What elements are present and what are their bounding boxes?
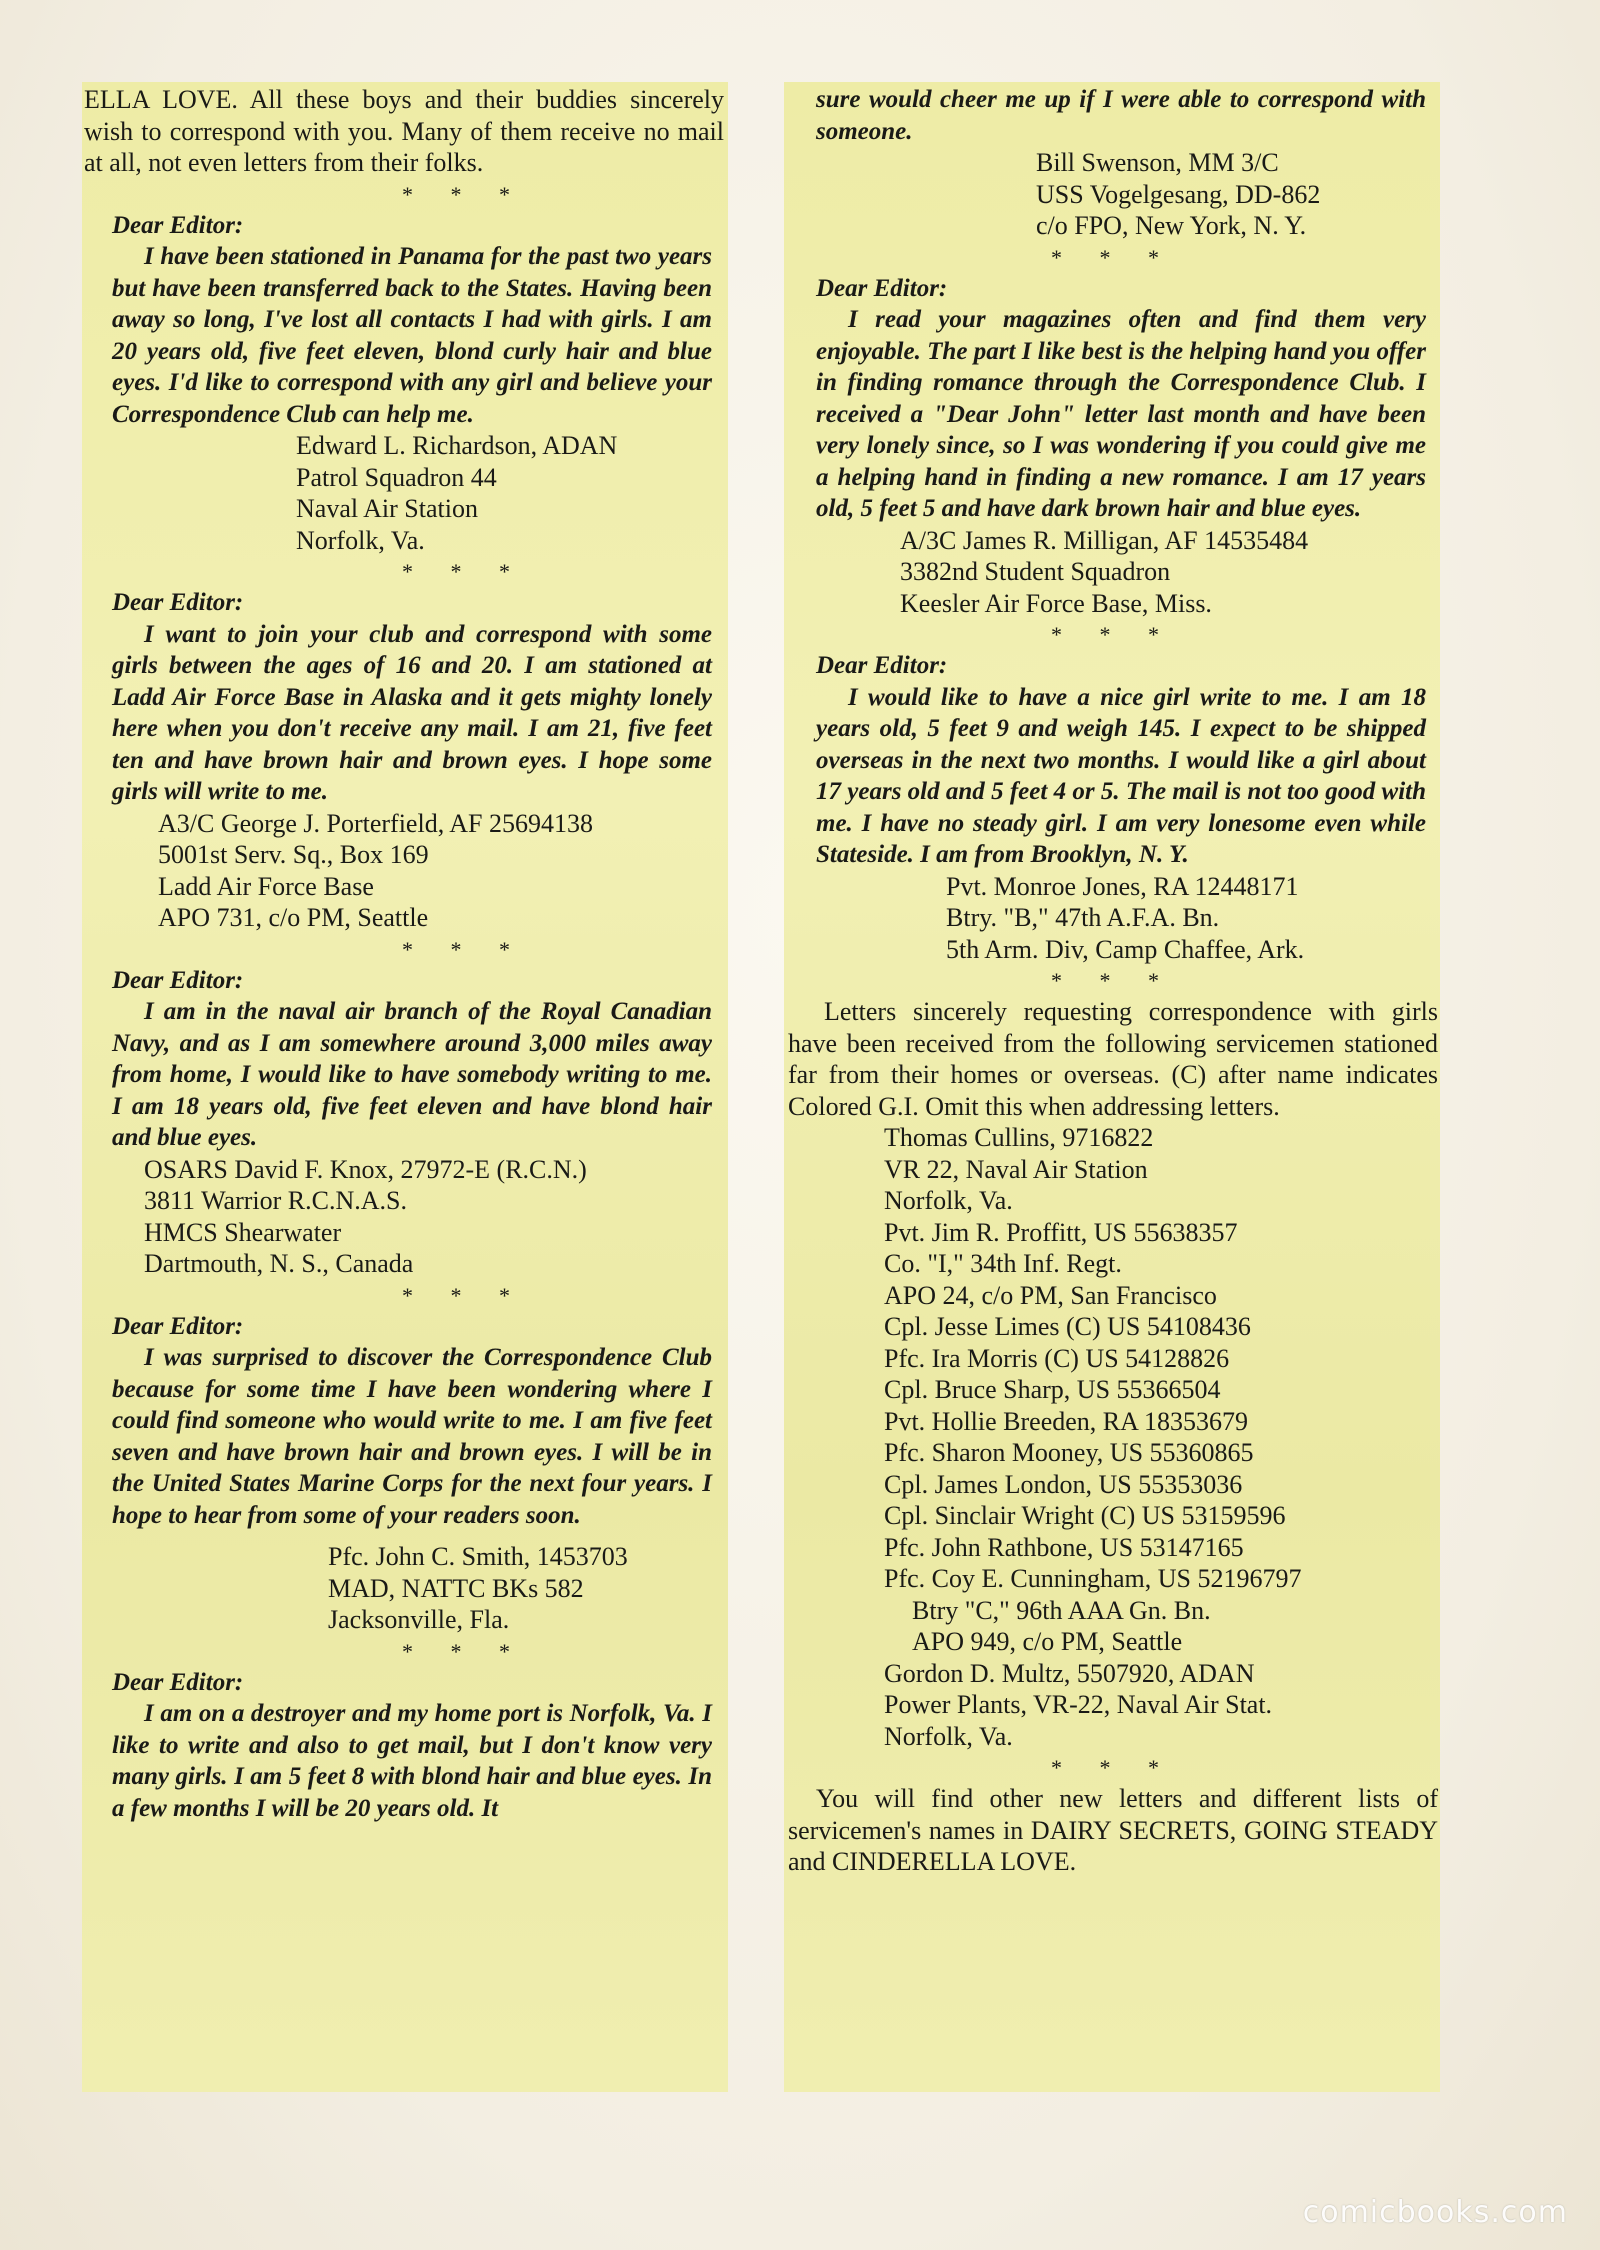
list-item: VR 22, Naval Air Station: [884, 1154, 1148, 1184]
address-line: MAD, NATTC BKs 582: [328, 1573, 584, 1603]
list-item: Pvt. Jim R. Proffitt, US 55638357: [884, 1217, 1238, 1247]
list-item: Pvt. Hollie Breeden, RA 18353679: [884, 1406, 1248, 1436]
list-item: Power Plants, VR-22, Naval Air Stat.: [884, 1690, 1273, 1719]
letter-salutation: Dear Editor:: [816, 274, 948, 302]
section-divider: * * *: [402, 936, 526, 962]
letter-signature: [328, 1541, 724, 1636]
address-line: Btry. "B," 47th A.F.A. Bn.: [946, 903, 1220, 932]
address-line: HMCS Shearwater: [144, 1217, 342, 1247]
list-item: Pfc. Ira Morris (C) US 54128826: [884, 1343, 1230, 1373]
address-line: 5001st Serv. Sq., Box 169: [158, 840, 429, 869]
list-item: Btry "C," 96th AAA Gn. Bn.: [912, 1595, 1211, 1625]
list-item: Cpl. Sinclair Wright (C) US 53159596: [884, 1501, 1286, 1530]
letter-salutation: Dear Editor:: [112, 1668, 244, 1696]
address-line: Norfolk, Va.: [296, 525, 425, 555]
section-divider: * * *: [402, 559, 526, 584]
letter-salutation: Dear Editor:: [112, 1312, 244, 1340]
list-item: Norfolk, Va.: [884, 1186, 1013, 1215]
address-line: APO 731, c/o PM, Seattle: [158, 903, 429, 932]
address-line: Keesler Air Force Base, Miss.: [900, 588, 1212, 618]
letter-salutation: Dear Editor:: [112, 589, 244, 616]
address-line: Dartmouth, N. S., Canada: [144, 1249, 414, 1278]
letter-signature: [296, 430, 724, 556]
address-line: Pvt. Monroe Jones, RA 12448171: [946, 871, 1299, 901]
address-line: Pfc. John C. Smith, 1453703: [328, 1542, 628, 1571]
address-line: c/o FPO, New York, N. Y.: [1036, 211, 1307, 240]
letter-signature: [1036, 147, 1438, 242]
letter-signature: [144, 1154, 724, 1280]
list-item: APO 949, c/o PM, Seattle: [912, 1627, 1183, 1656]
address-line: A/3C James R. Milligan, AF 14535484: [900, 525, 1309, 555]
address-line: A3/C George J. Porterfield, AF 25694138: [158, 808, 593, 838]
letter-salutation: Dear Editor:: [112, 966, 244, 994]
letter-continuation: sure would cheer me up if I were able to correspond with someone.: [816, 86, 1426, 145]
address-line: USS Vogelgesang, DD-862: [1036, 179, 1321, 209]
address-line: 5th Arm. Div, Camp Chaffee, Ark.: [946, 934, 1305, 964]
address-line: 3382nd Student Squadron: [900, 557, 1171, 586]
address-line: Naval Air Station: [296, 494, 478, 523]
section-divider: * * *: [1051, 244, 1175, 270]
letter: [84, 210, 724, 557]
letter-body: I want to join your club and correspond with some girls between the ages of 16 and 20. I am stationed at Ladd Air Force Base in Alaska and it gets mighty lonely here when you don't receive any mail. I am 21, five feet ten and have brown hair and brown eyes. I hope some girls will write to me.: [112, 620, 712, 805]
letter: [788, 273, 1438, 620]
letter-body: I was surprised to discover the Correspondence Club because for some time I have been wondering where I could find someone who would write to me. I am five feet seven and have brown hair and brown eyes. I will be in the United States Marine Corps for the next four years. I hope to hear from some of your readers soon.: [112, 1344, 712, 1529]
list-item: Gordon D. Multz, 5507920, ADAN: [884, 1658, 1255, 1688]
address-line: 3811 Warrior R.C.N.A.S.: [144, 1186, 407, 1215]
letter: [84, 587, 724, 934]
address-line: OSARS David F. Knox, 27972-E (R.C.N.): [144, 1154, 587, 1184]
list-item: Pfc. John Rathbone, US 53147165: [884, 1532, 1244, 1562]
list-item: Pfc. Coy E. Cunningham, US 52196797: [884, 1564, 1302, 1593]
address-line: Jacksonville, Fla.: [328, 1605, 510, 1634]
list-item: Norfolk, Va.: [884, 1721, 1013, 1751]
address-line: Ladd Air Force Base: [158, 871, 374, 901]
site-watermark: comicbooks.com: [1302, 2195, 1568, 2230]
letter-signature: [900, 525, 1438, 620]
letter-salutation: Dear Editor:: [816, 652, 948, 679]
letter-body: I read your magazines often and find them very enjoyable. The part I like best is the helping hand you offer in finding romance through the Correspondence Club. I received a "Dear John" letter last month and have been very lonely since, so I was wondering if you could give me a helping hand in finding a new romance. I am 17 years old, 5 feet 5 and have dark brown hair and blue eyes.: [816, 306, 1426, 522]
letter-salutation: Dear Editor:: [112, 211, 244, 239]
right-column: [788, 84, 1438, 1878]
letter-signature: [946, 871, 1438, 966]
list-item: Co. "I," 34th Inf. Regt.: [884, 1249, 1122, 1278]
list-item: Cpl. Jesse Limes (C) US 54108436: [884, 1312, 1251, 1341]
servicemen-list-intro: Letters sincerely requesting correspondence with girls have been received from the following servicemen stationed far from their homes or overseas. (C) after name indicates Colored G.I. Omit this when addressing letters.: [788, 997, 1438, 1121]
list-item: Pfc. Sharon Mooney, US 55360865: [884, 1438, 1254, 1467]
section-divider: * * *: [1051, 622, 1175, 647]
list-item: Cpl. James London, US 55353036: [884, 1469, 1243, 1499]
letter-signature: [158, 808, 724, 934]
section-divider: * * *: [1051, 968, 1175, 993]
section-divider: * * *: [402, 1638, 526, 1664]
list-item: Thomas Cullins, 9716822: [884, 1123, 1154, 1152]
address-line: Edward L. Richardson, ADAN: [296, 431, 618, 460]
section-divider: * * *: [1051, 1755, 1175, 1780]
address-line: Bill Swenson, MM 3/C: [1036, 148, 1279, 177]
letter: [84, 1311, 724, 1636]
letter-body: I would like to have a nice girl write to me. I am 18 years old, 5 feet 9 and weigh 145. I expect to be shipped overseas in the next two months. I would like a girl about 17 years old and 5 feet 4 or 5. The mail is not too good with me. I have no steady girl. I am very lonesome even while Stateside. I am from Brooklyn, N. Y.: [816, 683, 1426, 868]
closing-paragraph: You will find other new letters and different lists of servicemen's names in DAIRY SECRETS, GOING STEADY and CINDERELLA LOVE.: [788, 1784, 1438, 1876]
letter-body: I am in the naval air branch of the Royal Canadian Navy, and as I am somewhere around 3,000 miles away from home, I would like to have somebody writing to me. I am 18 years old, five feet eleven and have blond hair and blue eyes.: [112, 998, 712, 1151]
list-item: Cpl. Bruce Sharp, US 55366504: [884, 1375, 1221, 1404]
intro-paragraph: ELLA LOVE. All these boys and their buddies sincerely wish to correspond with you. Many of them receive no mail at all, not even letters from their folks.: [84, 85, 724, 177]
letter-body: I am on a destroyer and my home port is Norfolk, Va. I like to write and also to get mail, but I don't know very many girls. I am 5 feet 8 with blond hair and blue eyes. In a few months I will be 20 years old. It: [112, 1700, 712, 1822]
left-column: [84, 84, 724, 1824]
letter: [84, 965, 724, 1280]
address-line: Patrol Squadron 44: [296, 462, 497, 492]
letter: [788, 650, 1438, 965]
letter-body: I have been stationed in Panama for the past two years but have been transferred back to the States. Having been away so long, I've lost all contacts I had with girls. I am 20 years old, five feet eleven, blond curly hair and blue eyes. I'd like to correspond with any girl and believe your Correspondence Club can help me.: [112, 243, 712, 428]
section-divider: * * *: [402, 1282, 526, 1308]
servicemen-list: [884, 1122, 1438, 1752]
letter: [84, 1667, 724, 1825]
section-divider: * * *: [402, 181, 526, 207]
list-item: APO 24, c/o PM, San Francisco: [884, 1280, 1217, 1310]
